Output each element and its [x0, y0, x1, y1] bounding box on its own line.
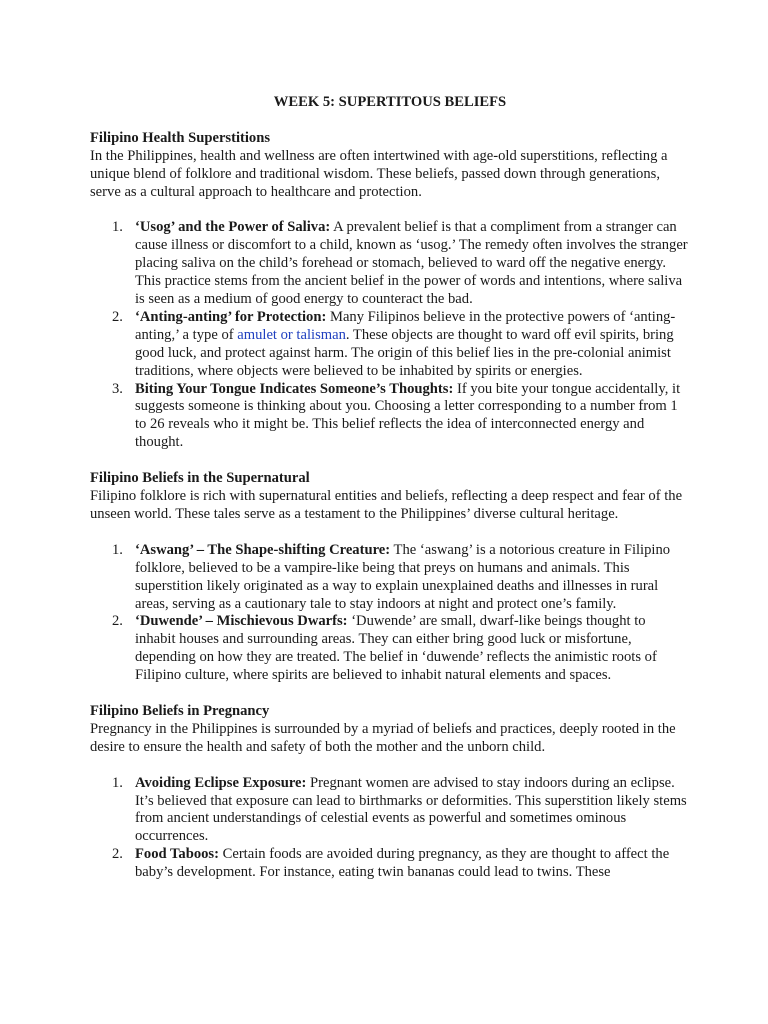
- list-number: 2.: [112, 846, 123, 863]
- list-number: 1.: [112, 219, 123, 236]
- section-heading: Filipino Beliefs in the Supernatural: [90, 470, 310, 487]
- item-text: The ‘aswang’ is a notorious creature in Filipino folklore, believed to be a vampire-like being that preys on humans and animals. This superstition likely originated as a way to explain unexplained deaths and illnesses in rural areas, serving as a cautionary tale to stay indoors at night and protect one’s family.: [135, 541, 671, 612]
- list-number: 2.: [112, 308, 123, 325]
- item-lead: ‘Aswang’ – The Shape-shifting Creature:: [135, 541, 391, 558]
- numbered-list: [90, 775, 688, 882]
- list-item: [90, 219, 688, 309]
- section-pregnancy-beliefs: [90, 703, 688, 882]
- amulet-link[interactable]: amulet or talisman: [237, 326, 346, 343]
- section-health-superstitions: [90, 130, 688, 452]
- item-text: ‘Duwende’ are small, dwarf-like beings thought to inhabit houses and surrounding areas. They can either bring good luck or misfortune, depending on how they are treated. The belief in ‘duwende’ reflects the animistic roots of Filipino culture, where spirits are believed to inhabit natural elements and spaces.: [135, 613, 657, 684]
- numbered-list: [90, 219, 688, 452]
- list-number: 1.: [112, 774, 123, 791]
- section-intro: In the Philippines, health and wellness are often intertwined with age-old superstitions, reflecting a unique blend of folklore and traditional wisdom. These beliefs, passed down through generations, serve as a cultural approach to healthcare and protection.: [90, 147, 668, 200]
- section-heading: Filipino Health Superstitions: [90, 129, 271, 146]
- item-lead: Food Taboos:: [135, 846, 219, 863]
- list-item: [90, 309, 688, 381]
- item-lead: ‘Duwende’ – Mischievous Dwarfs:: [135, 613, 348, 630]
- list-item: [90, 381, 688, 453]
- list-number: 2.: [112, 613, 123, 630]
- section-intro: Filipino folklore is rich with supernatural entities and beliefs, reflecting a deep respect and fear of the unseen world. These tales serve as a testament to the Philippines’ diverse cultural heritage.: [90, 488, 683, 523]
- section-intro: Pregnancy in the Philippines is surrounded by a myriad of beliefs and practices, deeply rooted in the desire to ensure the health and safety of both the mother and the unborn child.: [90, 720, 676, 755]
- list-item: [90, 542, 688, 614]
- numbered-list: [90, 542, 688, 685]
- item-text: Pregnant women are advised to stay indoors during an eclipse. It’s believed that exposure can lead to birthmarks or deformities. This superstition likely stems from ancient understandings of celestial events as powerful and sometimes ominous occurrences.: [135, 774, 687, 845]
- section-heading: Filipino Beliefs in Pregnancy: [90, 703, 270, 720]
- list-item: [90, 613, 688, 685]
- item-lead: ‘Anting-anting’ for Protection:: [135, 308, 327, 325]
- item-text: Many Filipinos believe in the protective powers of ‘anting-anting,’ a type of: [135, 308, 676, 343]
- document-page: [90, 94, 688, 882]
- item-text: . These objects are thought to ward off evil spirits, bring good luck, and protect against harm. The origin of this belief lies in the pre-colonial animist traditions, where objects were believed to be inhabited by spirits or energies.: [135, 326, 674, 379]
- item-text: Certain foods are avoided during pregnancy, as they are thought to affect the baby’s development. For instance, eating twin bananas could lead to twins. These: [135, 846, 670, 881]
- section-supernatural-beliefs: [90, 470, 688, 685]
- item-lead: Avoiding Eclipse Exposure:: [135, 774, 307, 791]
- item-lead: Biting Your Tongue Indicates Someone’s Thoughts:: [135, 380, 454, 397]
- page-title: WEEK 5: SUPERTITOUS BELIEFS: [273, 94, 507, 110]
- list-number: 1.: [112, 541, 123, 558]
- item-text: A prevalent belief is that a compliment from a stranger can cause illness or discomfort to a child, known as ‘usog.’ The remedy often involves the stranger placing saliva on the child’s forehead or stomach, believed to ward off the negative energy. This practice stems from the ancient belief in the power of words and intentions, where saliva is seen as a medium of good energy to counteract the bad.: [135, 219, 688, 308]
- item-lead: ‘Usog’ and the Power of Saliva:: [135, 219, 331, 236]
- item-text: If you bite your tongue accidentally, it suggests someone is thinking about you. Choosing a letter corresponding to a number from 1 to 26 reveals who it might be. This belief reflects the idea of interconnected energy and thought.: [135, 380, 681, 451]
- list-item: [90, 775, 688, 847]
- list-number: 3.: [112, 380, 123, 397]
- list-item: [90, 846, 688, 882]
